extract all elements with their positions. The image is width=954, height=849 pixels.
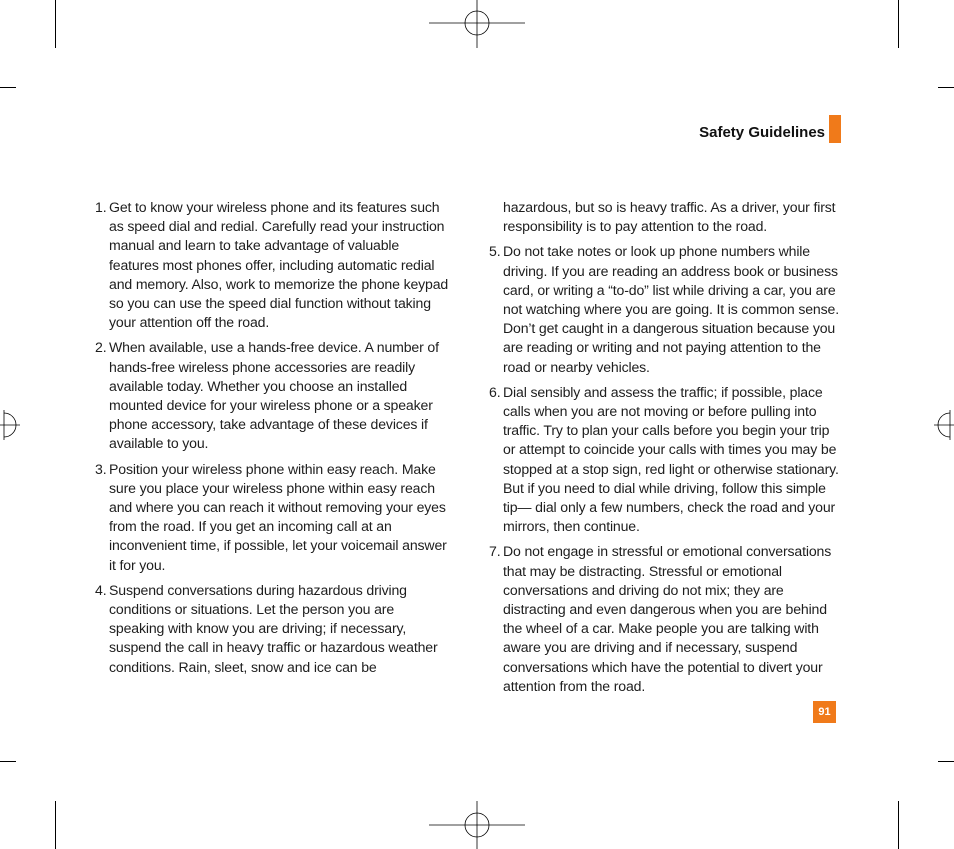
section-title: Safety Guidelines bbox=[699, 124, 825, 141]
item-number: 4. bbox=[95, 581, 107, 598]
list-item bbox=[95, 581, 450, 677]
continued-text: hazardous, but so is heavy traffic. As a driver, your first responsibility is to pay attention to the road. bbox=[503, 199, 836, 235]
section-tab-marker bbox=[829, 115, 841, 143]
item-number: 2. bbox=[95, 339, 107, 356]
item-number: 1. bbox=[95, 199, 107, 215]
crop-mark bbox=[898, 801, 899, 849]
item-text: Suspend conversations during hazardous driving conditions or situations. Let the person you are speaking with know you are driving; if necessary, suspend the call in heavy traffic or hazardous weather conditions. Rain, sleet, snow and ice can be bbox=[109, 581, 438, 675]
list-item bbox=[95, 338, 450, 453]
list-item bbox=[489, 542, 839, 696]
item-text: Position your wireless phone within easy reach. Make sure you place your wireless phone within easy reach and where you can reach it without removing your eyes from the road. If you get an incoming call at an inconvenient time, if possible, let your voicemail answer it for you. bbox=[109, 460, 447, 573]
item-text: Do not take notes or look up phone numbers while driving. If you are reading an address book or business card, or writing a “to-do” list while driving a car, you are not watching where you are going. It is common sense. Don’t get caught in a dangerous situation because you are reading or writing and not paying attention to the road or nearby vehicles. bbox=[503, 243, 839, 375]
registration-mark-top bbox=[429, 0, 525, 48]
item-text: When available, use a hands-free device. A number of hands-free wireless phone accessories are readily available today. Whether you choose an installed mounted device for your wireless phone or a speaker phone accessory, take advantage of these devices if available to you. bbox=[109, 339, 439, 452]
crop-mark bbox=[55, 0, 56, 48]
item-text: Dial sensibly and assess the traffic; if possible, place calls when you are not moving or before pulling into traffic. Try to plan your calls before you begin your trip or attempt to coincide your calls with times you may be stopped at a stop sign, red light or otherwise stationary. But if you need to dial while driving, follow this simple tip— dial only a few numbers, check the road and your mirrors, then continue. bbox=[503, 383, 839, 535]
item-number: 7. bbox=[489, 543, 501, 560]
list-item bbox=[489, 383, 839, 537]
crop-mark bbox=[55, 801, 56, 849]
item-number: 3. bbox=[95, 460, 107, 477]
list-item bbox=[489, 242, 839, 376]
crop-mark bbox=[938, 761, 954, 762]
crop-mark bbox=[0, 87, 16, 88]
registration-mark-right bbox=[934, 400, 954, 450]
item-text: Do not engage in stressful or emotional conversations that may be distracting. Stressful or emotional conversations and driving do not mix; they are distracting and even dangerous when you are behind the wheel of a car. Make people you are talking with aware you are driving and if necessary, suspend conversations which have the potential to divert your attention from the road. bbox=[503, 543, 832, 694]
registration-mark-bottom bbox=[429, 801, 525, 849]
item-number: 6. bbox=[489, 383, 501, 400]
page-number: 91 bbox=[813, 701, 836, 723]
item-number: 5. bbox=[489, 243, 501, 260]
item-text: Get to know your wireless phone and its features such as speed dial and redial. Carefully read your instruction manual and learn to take advantage of valuable features most phones offer, including automatic redial and memory. Also, work to memorize the phone keypad so you can use the speed dial function without taking your attention off the road. bbox=[109, 199, 449, 331]
left-column bbox=[95, 198, 450, 683]
list-item bbox=[95, 198, 450, 332]
registration-mark-left bbox=[0, 400, 20, 450]
list-item bbox=[95, 460, 450, 575]
crop-mark bbox=[938, 87, 954, 88]
crop-mark bbox=[898, 0, 899, 48]
right-column bbox=[489, 198, 839, 702]
crop-mark bbox=[0, 761, 16, 762]
